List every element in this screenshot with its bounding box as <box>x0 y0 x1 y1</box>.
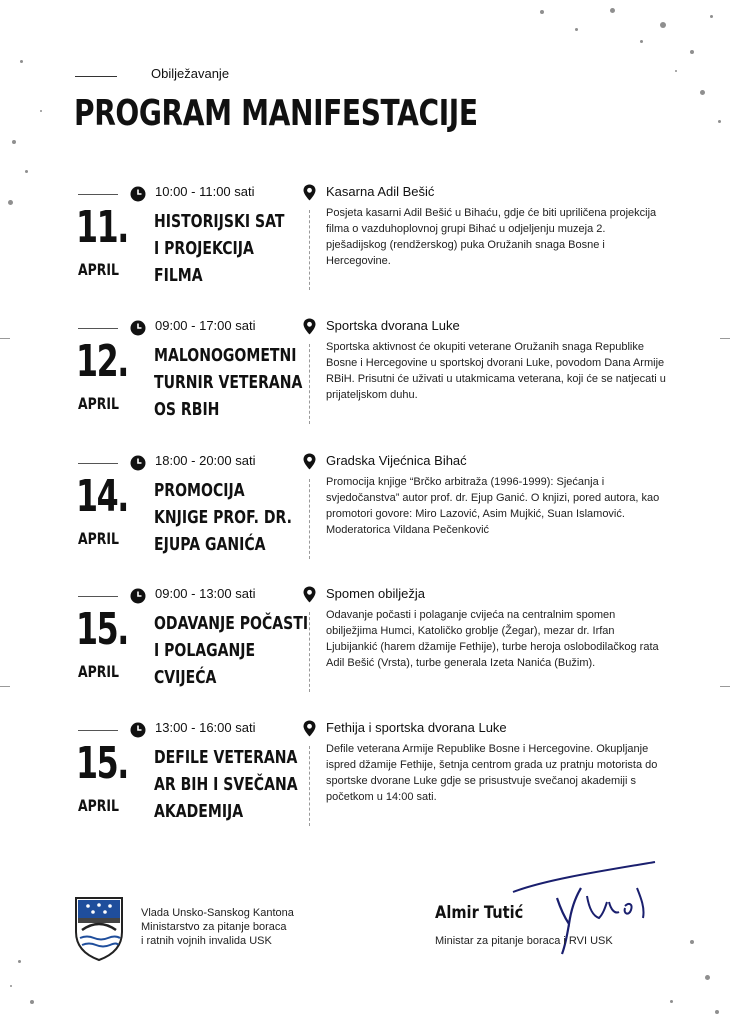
event-day: 15. <box>76 604 128 655</box>
event-item <box>0 180 730 300</box>
signer-role: Ministar za pitanje boraca i RVI USK <box>435 935 613 947</box>
event-title <box>154 208 302 289</box>
ministry-line: Ministarstvo za pitanje boraca <box>141 921 287 933</box>
event-title-line: I PROJEKCIJA <box>154 238 254 259</box>
event-day: 15. <box>76 738 128 789</box>
event-month: APRIL <box>78 529 120 548</box>
event-title <box>154 744 302 825</box>
event-time: 09:00 - 13:00 sati <box>155 586 256 601</box>
event-title-line: I POLAGANJE <box>154 640 256 661</box>
event-title-line: ODAVANJE POČASTI <box>154 613 309 634</box>
event-location: Fethija i sportska dvorana Luke <box>326 720 507 735</box>
event-title-line: PROMOCIJA <box>154 480 245 501</box>
event-item <box>0 449 730 569</box>
clock-icon <box>130 455 146 471</box>
event-separator <box>309 746 310 826</box>
clock-icon <box>130 186 146 202</box>
event-day: 12. <box>76 336 128 387</box>
event-item <box>0 716 730 836</box>
location-pin-icon <box>303 586 316 603</box>
event-description: Defile veterana Armije Republike Bosne i Hercegovine. Okupljanje ispred džamije Fethije, šetnja centrom grada uz pratnju motorista do sportske dvorane Luke gdje se prisustvuje svečanoj akademiji s početkom u 14:00 sati. <box>326 743 658 803</box>
event-title-line: HISTORIJSKI SAT <box>154 211 285 232</box>
event-description: Odavanje počasti i polaganje cvijeća na centralnim spomen obilježjima Humci, Katoličko groblje (Žegar), mezar dr. Irfan Ljubijankić (harem džamije Fethije), turbe heroja oslobodilačkog rata Adil Bešić (Vrsta), turbe generala Izeta Nanića (Bužim). <box>326 609 659 669</box>
page-subtitle: Obilježavanje <box>151 66 230 81</box>
event-title-line: AKADEMIJA <box>154 801 244 822</box>
event-location: Spomen obilježja <box>326 586 426 601</box>
event-month: APRIL <box>78 796 120 815</box>
event-day: 11. <box>76 202 128 253</box>
event-title <box>154 610 309 691</box>
location-pin-icon <box>303 184 316 201</box>
clock-icon <box>130 588 146 604</box>
event-time: 09:00 - 17:00 sati <box>155 318 256 333</box>
event-title-line: EJUPA GANIĆA <box>154 534 266 555</box>
event-time: 10:00 - 11:00 sati <box>155 184 255 199</box>
event-divider <box>78 194 118 195</box>
event-title-line: FILMA <box>154 265 203 286</box>
event-location: Gradska Vijećnica Bihać <box>326 453 467 468</box>
event-description: Promocija knjige “Brčko arbitraža (1996-1999): Sjećanja i svjedočanstva” autor prof. dr. Ejup Ganić. O knjizi, pored autora, kao promotori govore: Miro Lazović, Asim Mujkić, Suan Islamović. Moderatorica Vildana Pečenković <box>326 476 660 536</box>
event-separator <box>309 479 310 559</box>
signer-name: Almir Tutić <box>435 903 524 923</box>
event-title-line: TURNIR VETERANA <box>154 372 303 393</box>
ministry-line: Vlada Unsko-Sanskog Kantona <box>141 907 294 919</box>
event-title <box>154 477 302 558</box>
event-month: APRIL <box>78 260 120 279</box>
event-divider <box>78 730 118 731</box>
location-pin-icon <box>303 720 316 737</box>
event-title-line: AR BIH I SVEČANA <box>154 774 298 795</box>
event-title-line: OS RBIH <box>154 399 220 420</box>
event-title-line: MALONOGOMETNI <box>154 345 297 366</box>
location-pin-icon <box>303 453 316 470</box>
event-month: APRIL <box>78 394 120 413</box>
event-divider <box>78 596 118 597</box>
clock-icon <box>130 722 146 738</box>
event-description: Posjeta kasarni Adil Bešić u Bihaću, gdje će biti upriličena projekcija filma o vazduhoplovnoj grupi Bihać u odjeljenju muzeja 2. pješadijskog (rendžerskog) puka Oružanih snaga Bosne i Hercegovine. <box>326 207 657 267</box>
ministry-line: i ratnih vojnih invalida USK <box>141 935 272 947</box>
event-item <box>0 582 730 702</box>
page-title: PROGRAM MANIFESTACIJE <box>74 93 478 134</box>
event-separator <box>309 210 310 290</box>
event-divider <box>78 328 118 329</box>
event-title-line: KNJIGE PROF. DR. <box>154 507 292 528</box>
event-title-line: DEFILE VETERANA <box>154 747 298 768</box>
event-month: APRIL <box>78 662 120 681</box>
event-separator <box>309 344 310 424</box>
event-description: Sportska aktivnost će okupiti veterane Oružanih snaga Republike Bosne i Hercegovine u sportskoj dvorani Luke, povodom Dana Armije RBiH. Prisutni će uživati u utakmicama veterana, koji će se natjecati u prijateljskom duhu. <box>326 341 666 401</box>
ministry-name <box>141 906 341 948</box>
event-title <box>154 342 302 423</box>
event-divider <box>78 463 118 464</box>
event-location: Kasarna Adil Bešić <box>326 184 435 199</box>
location-pin-icon <box>303 318 316 335</box>
event-item <box>0 314 730 434</box>
event-location: Sportska dvorana Luke <box>326 318 460 333</box>
event-separator <box>309 612 310 692</box>
event-day: 14. <box>76 471 128 522</box>
event-time: 18:00 - 20:00 sati <box>155 453 256 468</box>
clock-icon <box>130 320 146 336</box>
coat-of-arms-icon <box>74 896 124 962</box>
event-title-line: CVIJEĆA <box>154 667 217 688</box>
header-divider <box>75 76 117 77</box>
event-time: 13:00 - 16:00 sati <box>155 720 256 735</box>
